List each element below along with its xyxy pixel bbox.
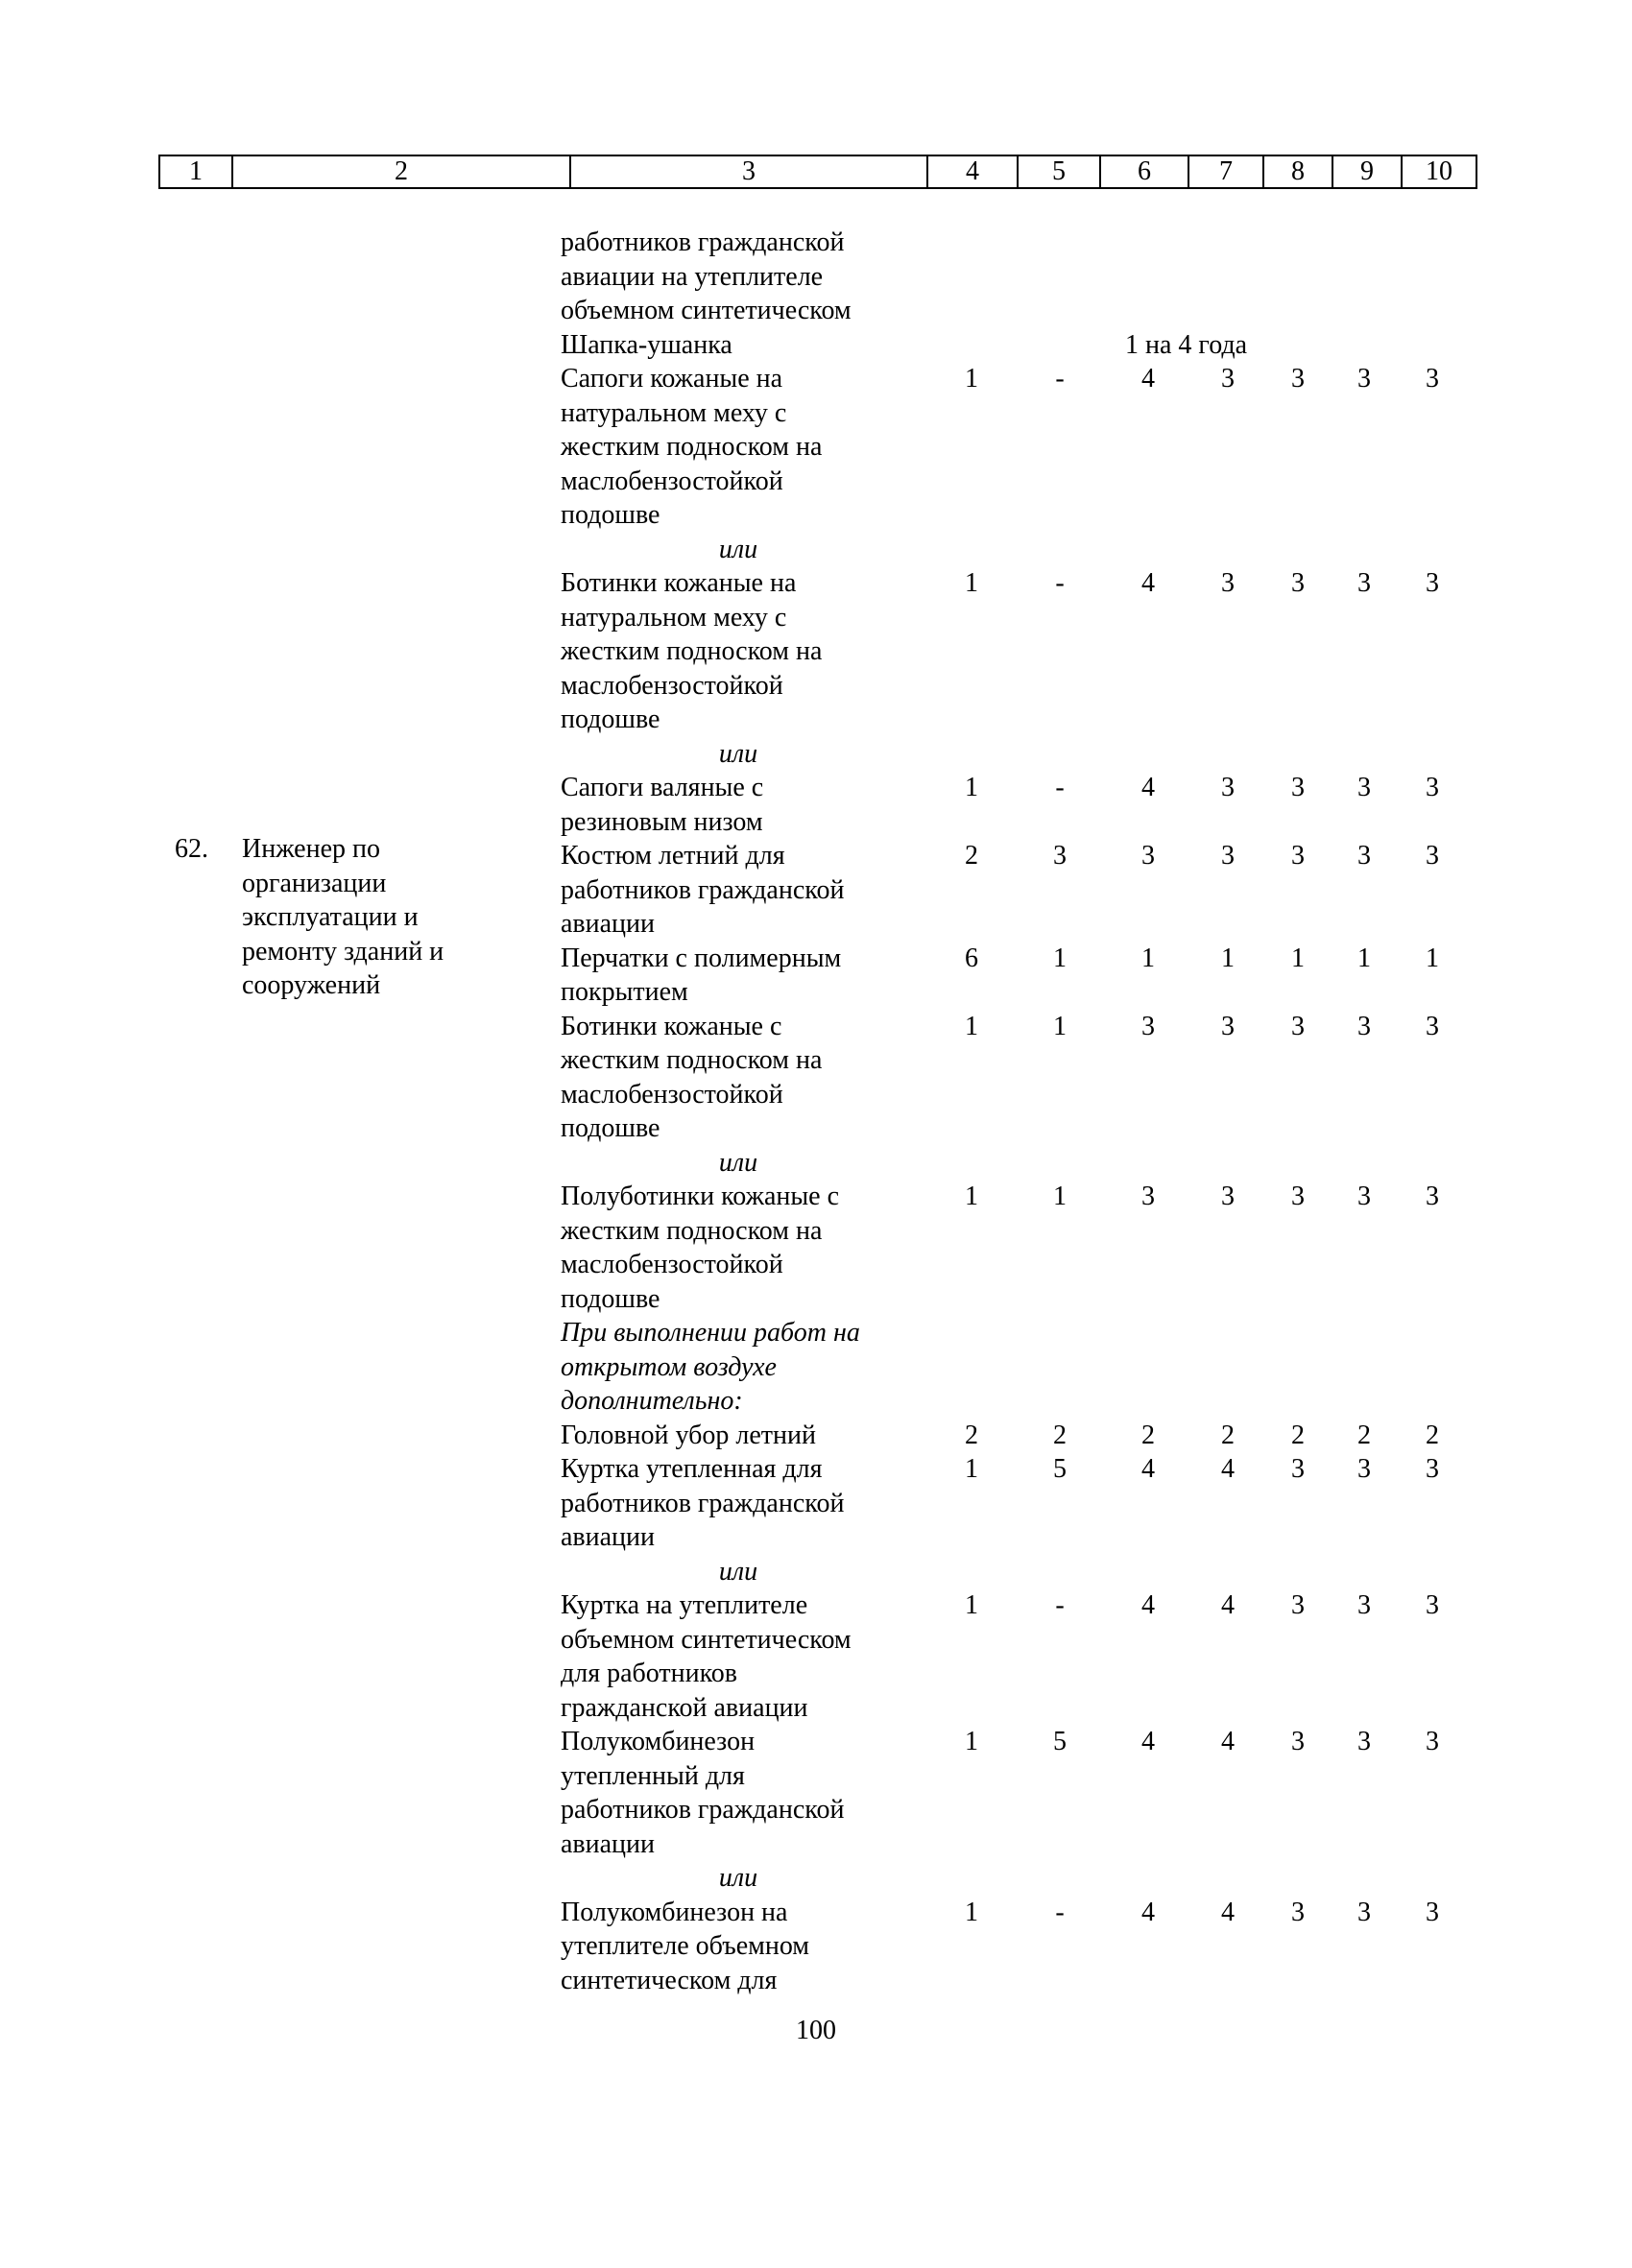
value-col-6: 1: [1141, 943, 1155, 973]
item-name-line: открытом воздухе: [561, 1351, 777, 1382]
value-col-8: 3: [1291, 1454, 1305, 1484]
table-row: [0, 362, 1632, 533]
value-col-9: 3: [1357, 841, 1371, 871]
item-name-line: Полукомбинезон на: [561, 1897, 788, 1927]
value-col-8: 3: [1291, 1897, 1305, 1927]
item-name-line: жестким подноском на: [561, 432, 823, 462]
column-header-2: 2: [231, 156, 569, 187]
column-header-5: 5: [1017, 156, 1099, 187]
item-name-line: дополнительно:: [561, 1386, 743, 1416]
value-col-10: 3: [1426, 1011, 1439, 1041]
item-name-line: подошве: [561, 704, 660, 734]
value-col-4: 1: [965, 1182, 978, 1211]
item-name-line: Сапоги кожаные на: [561, 364, 783, 394]
value-col-4: 1: [965, 568, 978, 598]
note-row: [0, 1316, 1632, 1419]
item-name-line: подошве: [561, 1113, 660, 1143]
value-col-9: 3: [1357, 1897, 1371, 1927]
table-row: [0, 1588, 1632, 1725]
value-col-5: -: [1055, 364, 1065, 394]
item-name-line: При выполнении работ на: [561, 1318, 860, 1348]
column-header-8: 8: [1262, 156, 1332, 187]
item-name-line: натуральном меху с: [561, 397, 787, 428]
item-name-line: гражданской авиации: [561, 1692, 808, 1723]
column-header-9: 9: [1332, 156, 1401, 187]
item-name: [561, 1588, 916, 1725]
value-col-8: 3: [1291, 1011, 1305, 1041]
table-row: [0, 566, 1632, 737]
wear-period-span: 1 на 4 года: [1125, 329, 1248, 360]
item-name-line: Куртка утепленная для: [561, 1454, 823, 1484]
item-name: [561, 737, 916, 772]
position-number: 62.: [175, 834, 208, 864]
item-name-line: или: [718, 1147, 758, 1178]
value-col-6: 4: [1141, 773, 1155, 802]
value-col-5: -: [1055, 568, 1065, 598]
value-col-6: 3: [1141, 1011, 1155, 1041]
value-col-5: 1: [1053, 1011, 1067, 1041]
value-col-10: 3: [1426, 364, 1439, 394]
items-list: [0, 226, 1632, 1997]
item-name-line: Полуботинки кожаные с: [561, 1182, 840, 1211]
table-row: [0, 942, 1632, 1010]
value-col-8: 3: [1291, 841, 1305, 871]
value-col-10: 3: [1426, 773, 1439, 802]
item-name: [561, 942, 916, 1010]
column-header-4: 4: [926, 156, 1017, 187]
table-row: [0, 839, 1632, 942]
value-col-8: 3: [1291, 1590, 1305, 1620]
value-col-9: 3: [1357, 1454, 1371, 1484]
value-col-7: 4: [1221, 1897, 1235, 1927]
value-col-5: 1: [1053, 943, 1067, 973]
item-name-line: авиации: [561, 1828, 656, 1859]
item-name-line: Перчатки с полимерным: [561, 943, 842, 973]
item-name-line: работников гражданской: [561, 1795, 845, 1825]
value-col-4: 6: [965, 943, 978, 973]
value-col-5: -: [1055, 773, 1065, 802]
value-col-7: 3: [1221, 773, 1235, 802]
value-col-8: 3: [1291, 568, 1305, 598]
value-col-5: 5: [1053, 1454, 1067, 1484]
value-col-6: 2: [1141, 1420, 1155, 1450]
item-name: [561, 1725, 916, 1861]
value-col-7: 3: [1221, 364, 1235, 394]
item-name-line: синтетическом для: [561, 1965, 778, 1995]
column-header-7: 7: [1188, 156, 1262, 187]
or-separator: [0, 1555, 1632, 1589]
or-separator: [0, 1861, 1632, 1896]
value-col-4: 1: [965, 1454, 978, 1484]
value-col-4: 1: [965, 1727, 978, 1756]
item-name-line: подошве: [561, 1283, 660, 1314]
value-col-9: 3: [1357, 1727, 1371, 1756]
value-col-6: 4: [1141, 1590, 1155, 1620]
item-name-line: жестким подноском на: [561, 1215, 823, 1246]
item-name-line: Головной убор летний: [561, 1420, 816, 1450]
value-col-10: 3: [1426, 568, 1439, 598]
value-col-4: 1: [965, 1897, 978, 1927]
item-name-line: Сапоги валяные с: [561, 773, 764, 802]
item-name-line: жестким подноском на: [561, 636, 823, 666]
position-title-line: сооружений: [242, 970, 381, 1000]
value-col-7: 3: [1221, 1011, 1235, 1041]
value-col-10: 2: [1426, 1420, 1439, 1450]
value-col-10: 3: [1426, 1727, 1439, 1756]
value-col-4: 1: [965, 1590, 978, 1620]
table-row: [0, 1452, 1632, 1555]
item-name-line: авиации: [561, 909, 656, 939]
item-name-line: Костюм летний для: [561, 841, 785, 871]
item-name: [561, 362, 916, 533]
item-name: [561, 1555, 916, 1589]
value-col-10: 3: [1426, 841, 1439, 871]
value-col-10: 3: [1426, 1897, 1439, 1927]
item-name-line: или: [718, 534, 758, 564]
item-name-line: или: [718, 1863, 758, 1893]
table-row: [0, 1010, 1632, 1146]
value-col-9: 3: [1357, 1590, 1371, 1620]
item-name-line: утепленный для: [561, 1760, 745, 1791]
item-name: [561, 1896, 916, 1998]
column-header-row: [158, 155, 1477, 189]
page-number: 100: [796, 2016, 836, 2045]
table-row: [0, 1419, 1632, 1453]
value-col-7: 2: [1221, 1420, 1235, 1450]
position-title-line: ремонту зданий и: [242, 936, 444, 967]
item-name-line: или: [718, 738, 758, 769]
item-name: [561, 1316, 916, 1419]
table-row: [0, 1896, 1632, 1998]
value-col-4: 1: [965, 364, 978, 394]
item-name-line: работников гражданской: [561, 874, 845, 905]
value-col-10: 3: [1426, 1590, 1439, 1620]
table-row: [0, 1180, 1632, 1316]
item-name-line: работников гражданской: [561, 1488, 845, 1518]
value-col-10: 1: [1426, 943, 1439, 973]
item-name-line: работников гражданской: [561, 227, 845, 257]
column-header-10: 10: [1401, 156, 1476, 187]
item-name: [561, 1452, 916, 1555]
position-title-line: организации: [242, 868, 387, 898]
item-name-line: Куртка на утеплителе: [561, 1590, 808, 1620]
item-name: [561, 1146, 916, 1181]
value-col-8: 3: [1291, 1727, 1305, 1756]
value-col-8: 3: [1291, 364, 1305, 394]
value-col-7: 3: [1221, 1182, 1235, 1211]
value-col-6: 4: [1141, 1897, 1155, 1927]
item-name: [561, 226, 916, 328]
value-col-4: 1: [965, 1011, 978, 1041]
item-name: [561, 1419, 916, 1453]
item-name-line: резиновым низом: [561, 806, 763, 837]
item-name-line: жестким подноском на: [561, 1045, 823, 1075]
column-header-1: 1: [189, 156, 203, 186]
column-header-6: 6: [1099, 156, 1188, 187]
value-col-6: 4: [1141, 1727, 1155, 1756]
item-name: [561, 566, 916, 737]
value-col-8: 1: [1291, 943, 1305, 973]
table-row: [0, 771, 1632, 839]
position-title-line: эксплуатации и: [242, 902, 419, 932]
value-col-7: 4: [1221, 1590, 1235, 1620]
value-col-9: 3: [1357, 364, 1371, 394]
value-col-6: 4: [1141, 1454, 1155, 1484]
value-col-5: -: [1055, 1897, 1065, 1927]
or-separator: [0, 737, 1632, 772]
value-col-9: 3: [1357, 568, 1371, 598]
value-col-9: 3: [1357, 1011, 1371, 1041]
item-name-line: маслобензостойкой: [561, 670, 783, 701]
value-col-7: 3: [1221, 568, 1235, 598]
item-name-line: авиации на утеплителе: [561, 261, 824, 292]
table-row: [0, 1725, 1632, 1861]
value-col-4: 2: [965, 841, 978, 871]
value-col-6: 4: [1141, 364, 1155, 394]
value-col-4: 2: [965, 1420, 978, 1450]
item-name-line: Шапка-ушанка: [561, 329, 732, 360]
value-col-7: 4: [1221, 1454, 1235, 1484]
value-col-8: 3: [1291, 773, 1305, 802]
or-separator: [0, 533, 1632, 567]
item-name: [561, 328, 916, 363]
item-name-line: маслобензостойкой: [561, 466, 783, 496]
item-name-line: объемном синтетическом: [561, 1624, 852, 1655]
item-name: [561, 771, 916, 839]
item-name-line: утеплителе объемном: [561, 1931, 810, 1961]
value-col-7: 4: [1221, 1727, 1235, 1756]
value-col-5: 5: [1053, 1727, 1067, 1756]
table-row: [0, 328, 1632, 363]
item-name: [561, 1010, 916, 1146]
item-name-line: объемном синтетическом: [561, 296, 852, 325]
item-name-line: Ботинки кожаные с: [561, 1011, 782, 1041]
value-col-6: 3: [1141, 1182, 1155, 1211]
column-header-3: 3: [569, 156, 926, 187]
value-col-10: 3: [1426, 1454, 1439, 1484]
item-name-line: для работников: [561, 1659, 738, 1688]
item-name-line: маслобензостойкой: [561, 1250, 783, 1279]
item-name-line: Полукомбинезон: [561, 1727, 756, 1756]
position-title-line: Инженер по: [242, 834, 381, 864]
item-name-line: Ботинки кожаные на: [561, 568, 797, 598]
value-col-5: 3: [1053, 841, 1067, 871]
value-col-4: 1: [965, 773, 978, 802]
item-name-line: натуральном меху с: [561, 602, 787, 633]
value-col-5: 1: [1053, 1182, 1067, 1211]
value-col-5: 2: [1053, 1420, 1067, 1450]
value-col-10: 3: [1426, 1182, 1439, 1211]
item-name-line: подошве: [561, 500, 660, 530]
value-col-8: 2: [1291, 1420, 1305, 1450]
value-col-5: -: [1055, 1590, 1065, 1620]
value-col-7: 3: [1221, 841, 1235, 871]
item-name-line: или: [718, 1556, 758, 1587]
item-name-line: авиации: [561, 1522, 656, 1552]
item-name: [561, 533, 916, 567]
or-separator: [0, 1146, 1632, 1181]
table-row: [0, 226, 1632, 328]
value-col-9: 3: [1357, 1182, 1371, 1211]
item-name-line: маслобензостойкой: [561, 1079, 783, 1110]
value-col-6: 4: [1141, 568, 1155, 598]
value-col-7: 1: [1221, 943, 1235, 973]
value-col-9: 2: [1357, 1420, 1371, 1450]
item-name-line: покрытием: [561, 977, 688, 1007]
value-col-9: 3: [1357, 773, 1371, 802]
value-col-6: 3: [1141, 841, 1155, 871]
item-name: [561, 1861, 916, 1896]
value-col-8: 3: [1291, 1182, 1305, 1211]
item-name: [561, 839, 916, 942]
item-name: [561, 1180, 916, 1316]
value-col-9: 1: [1357, 943, 1371, 973]
